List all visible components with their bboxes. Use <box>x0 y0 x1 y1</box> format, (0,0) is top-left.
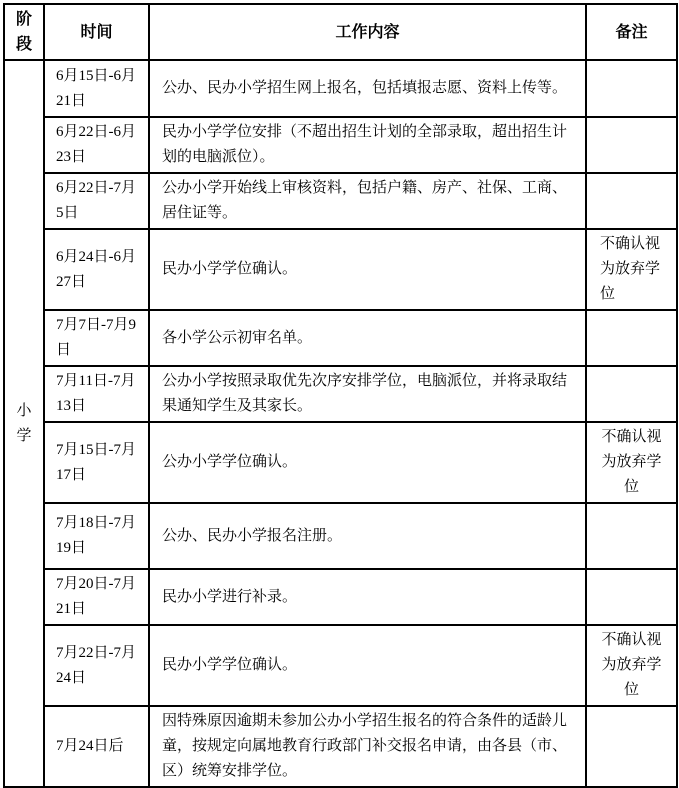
stage-cell <box>4 60 44 787</box>
remark-cell <box>586 60 677 117</box>
remark-cell: 不确认视为放弃学位 <box>586 229 677 310</box>
header-remark: 备注 <box>586 4 677 60</box>
header-stage-label: 阶段 <box>16 11 33 53</box>
table-row <box>4 229 677 310</box>
table-row <box>4 625 677 706</box>
content-cell: 民办小学学位确认。 <box>149 229 586 310</box>
content-cell: 公办小学开始线上审核资料，包括户籍、房产、社保、工商、居住证等。 <box>149 173 586 229</box>
content-cell: 民办小学学位安排（不超出招生计划的全部录取，超出招生计划的电脑派位）。 <box>149 117 586 173</box>
remark-cell <box>586 706 677 787</box>
time-cell: 7月11日-7月13日 <box>44 366 149 422</box>
table-row <box>4 569 677 625</box>
enrollment-schedule-table <box>3 3 678 788</box>
remark-cell: 不确认视为放弃学位 <box>586 625 677 706</box>
header-row <box>4 4 677 60</box>
remark-cell: 不确认视为放弃学位 <box>586 422 677 503</box>
time-cell: 7月20日-7月21日 <box>44 569 149 625</box>
content-cell: 民办小学进行补录。 <box>149 569 586 625</box>
time-cell: 6月22日-7月5日 <box>44 173 149 229</box>
stage-label: 小学 <box>16 402 32 444</box>
time-cell: 6月24日-6月27日 <box>44 229 149 310</box>
content-cell: 公办、民办小学招生网上报名，包括填报志愿、资料上传等。 <box>149 60 586 117</box>
table-row <box>4 173 677 229</box>
time-cell: 7月22日-7月24日 <box>44 625 149 706</box>
table-row <box>4 117 677 173</box>
table-row <box>4 366 677 422</box>
content-cell: 因特殊原因逾期未参加公办小学招生报名的符合条件的适龄儿童，按规定向属地教育行政部门补交报名申请，由各县（市、区）统筹安排学位。 <box>149 706 586 787</box>
time-cell: 7月7日-7月9日 <box>44 310 149 366</box>
time-cell: 6月15日-6月21日 <box>44 60 149 117</box>
table-row <box>4 422 677 503</box>
content-cell: 各小学公示初审名单。 <box>149 310 586 366</box>
table-row <box>4 503 677 569</box>
remark-cell <box>586 503 677 569</box>
header-stage <box>4 4 44 60</box>
remark-cell <box>586 173 677 229</box>
header-time: 时间 <box>44 4 149 60</box>
time-cell: 7月18日-7月19日 <box>44 503 149 569</box>
header-content: 工作内容 <box>149 4 586 60</box>
time-cell: 6月22日-6月23日 <box>44 117 149 173</box>
time-cell: 7月15日-7月17日 <box>44 422 149 503</box>
content-cell: 民办小学学位确认。 <box>149 625 586 706</box>
table-row <box>4 706 677 787</box>
content-cell: 公办小学按照录取优先次序安排学位，电脑派位，并将录取结果通知学生及其家长。 <box>149 366 586 422</box>
remark-cell <box>586 117 677 173</box>
remark-cell <box>586 569 677 625</box>
remark-cell <box>586 366 677 422</box>
table-row <box>4 60 677 117</box>
table-row <box>4 310 677 366</box>
content-cell: 公办小学学位确认。 <box>149 422 586 503</box>
content-cell: 公办、民办小学报名注册。 <box>149 503 586 569</box>
time-cell: 7月24日后 <box>44 706 149 787</box>
remark-cell <box>586 310 677 366</box>
